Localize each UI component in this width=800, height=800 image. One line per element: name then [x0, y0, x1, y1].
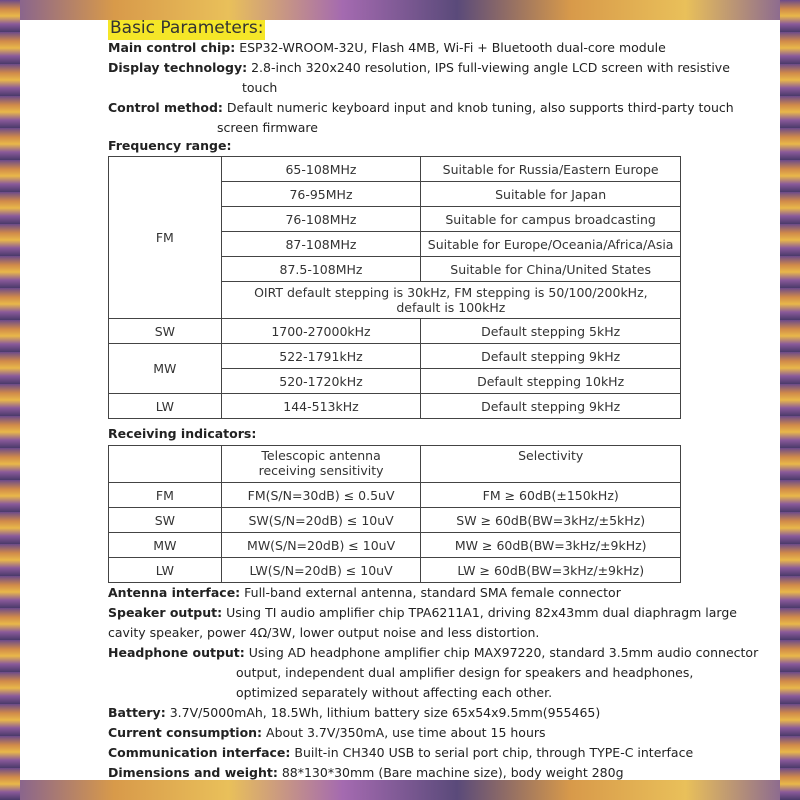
fm-range-1: 65-108MHz	[221, 157, 421, 182]
fm-range-5: 87.5-108MHz	[221, 257, 421, 282]
current-label: Current consumption:	[108, 725, 263, 740]
receiving-header-empty	[109, 446, 222, 483]
recv-sens-fm: FM(S/N=30dB) ≤ 0.5uV	[221, 483, 421, 508]
mw-range-2: 520-1720kHz	[221, 369, 421, 394]
receiving-table	[108, 445, 681, 583]
recv-band-lw: LW	[109, 558, 222, 583]
fm-note-5: Suitable for China/United States	[421, 257, 681, 282]
mw-range-1: 522-1791kHz	[221, 344, 421, 369]
fm-note-3: Suitable for campus broadcasting	[421, 207, 681, 232]
receiving-header-sensitivity	[221, 446, 421, 483]
fm-band-cell: FM	[109, 157, 222, 319]
dimensions-label: Dimensions and weight:	[108, 765, 278, 780]
headphone-value-cont-1: output, independent dual amplifier design for speakers and headphones,	[236, 665, 694, 680]
speaker-label: Speaker output:	[108, 605, 223, 620]
sw-range: 1700-27000kHz	[221, 319, 421, 344]
fm-stepping-note	[221, 282, 680, 319]
fm-range-2: 76-95MHz	[221, 182, 421, 207]
recv-sens-sw: SW(S/N=20dB) ≤ 10uV	[221, 508, 421, 533]
display-line	[108, 58, 730, 78]
lw-range: 144-513kHz	[221, 394, 421, 419]
recv-sens-lw: LW(S/N=20dB) ≤ 10uV	[221, 558, 421, 583]
spec-sheet	[20, 20, 780, 780]
receiving-heading: Receiving indicators:	[108, 426, 257, 441]
fm-note-2: Suitable for Japan	[421, 182, 681, 207]
recv-sel-mw: MW ≥ 60dB(BW=3kHz/±9kHz)	[421, 533, 681, 558]
headphone-value: Using AD headphone amplifier chip MAX97220, standard 3.5mm audio connector	[248, 645, 759, 660]
lw-note: Default stepping 9kHz	[421, 394, 681, 419]
antenna-value: Full-band external antenna, standard SMA female connector	[244, 585, 621, 600]
current-value: About 3.7V/350mA, use time about 15 hours	[266, 725, 546, 740]
mw-note-2: Default stepping 10kHz	[421, 369, 681, 394]
recv-sens-mw: MW(S/N=20dB) ≤ 10uV	[221, 533, 421, 558]
fm-range-4: 87-108MHz	[221, 232, 421, 257]
control-value: Default numeric keyboard input and knob tuning, also supports third-party touch	[226, 100, 734, 115]
antenna-line	[108, 583, 621, 603]
comm-value: Built-in CH340 USB to serial port chip, through TYPE-C interface	[294, 745, 694, 760]
receiving-header-selectivity: Selectivity	[421, 446, 681, 483]
recv-band-sw: SW	[109, 508, 222, 533]
headphone-label: Headphone output:	[108, 645, 245, 660]
top-decorative-border	[0, 0, 800, 20]
frequency-heading: Frequency range:	[108, 138, 232, 153]
comm-line	[108, 743, 693, 763]
battery-value: 3.7V/5000mAh, 18.5Wh, lithium battery size 65x54x9.5mm(955465)	[169, 705, 601, 720]
chip-label: Main control chip:	[108, 40, 236, 55]
speaker-line	[108, 603, 737, 623]
control-value-cont: screen firmware	[217, 120, 318, 135]
right-decorative-border	[780, 0, 800, 800]
lw-band-cell: LW	[109, 394, 222, 419]
chip-value: ESP32-WROOM-32U, Flash 4MB, Wi-Fi + Bluetooth dual-core module	[239, 40, 666, 55]
control-line	[108, 98, 734, 118]
bottom-decorative-border	[0, 780, 800, 800]
recv-sel-lw: LW ≥ 60dB(BW=3kHz/±9kHz)	[421, 558, 681, 583]
sw-note: Default stepping 5kHz	[421, 319, 681, 344]
dimensions-value: 88*130*30mm (Bare machine size), body weight 280g	[281, 765, 624, 780]
display-label: Display technology:	[108, 60, 248, 75]
frequency-table	[108, 156, 681, 419]
speaker-value: Using TI audio amplifier chip TPA6211A1, driving 82x43mm dual diaphragm large	[226, 605, 737, 620]
sensitivity-header-line-1: Telescopic antenna	[261, 448, 381, 463]
dimensions-line	[108, 763, 624, 780]
headphone-value-cont-2: optimized separately without affecting each other.	[236, 685, 553, 700]
fm-stepping-line-1: OIRT default stepping is 30kHz, FM stepping is 50/100/200kHz,	[254, 285, 648, 300]
chip-line	[108, 38, 666, 58]
display-value: 2.8-inch 320x240 resolution, IPS full-viewing angle LCD screen with resistive	[251, 60, 730, 75]
speaker-value-cont: cavity speaker, power 4Ω/3W, lower output noise and less distortion.	[108, 625, 540, 640]
fm-stepping-line-2: default is 100kHz	[396, 300, 506, 315]
control-label: Control method:	[108, 100, 223, 115]
left-decorative-border	[0, 0, 20, 800]
headphone-line	[108, 643, 758, 663]
page-title: Basic Parameters:	[108, 20, 265, 40]
battery-label: Battery:	[108, 705, 166, 720]
recv-band-mw: MW	[109, 533, 222, 558]
mw-band-cell: MW	[109, 344, 222, 394]
antenna-label: Antenna interface:	[108, 585, 241, 600]
mw-note-1: Default stepping 9kHz	[421, 344, 681, 369]
current-line	[108, 723, 546, 743]
comm-label: Communication interface:	[108, 745, 291, 760]
sw-band-cell: SW	[109, 319, 222, 344]
fm-note-1: Suitable for Russia/Eastern Europe	[421, 157, 681, 182]
sensitivity-header-line-2: receiving sensitivity	[258, 463, 384, 478]
battery-line	[108, 703, 600, 723]
recv-band-fm: FM	[109, 483, 222, 508]
recv-sel-sw: SW ≥ 60dB(BW=3kHz/±5kHz)	[421, 508, 681, 533]
fm-range-3: 76-108MHz	[221, 207, 421, 232]
fm-note-4: Suitable for Europe/Oceania/Africa/Asia	[421, 232, 681, 257]
display-value-cont: touch	[242, 80, 278, 95]
recv-sel-fm: FM ≥ 60dB(±150kHz)	[421, 483, 681, 508]
